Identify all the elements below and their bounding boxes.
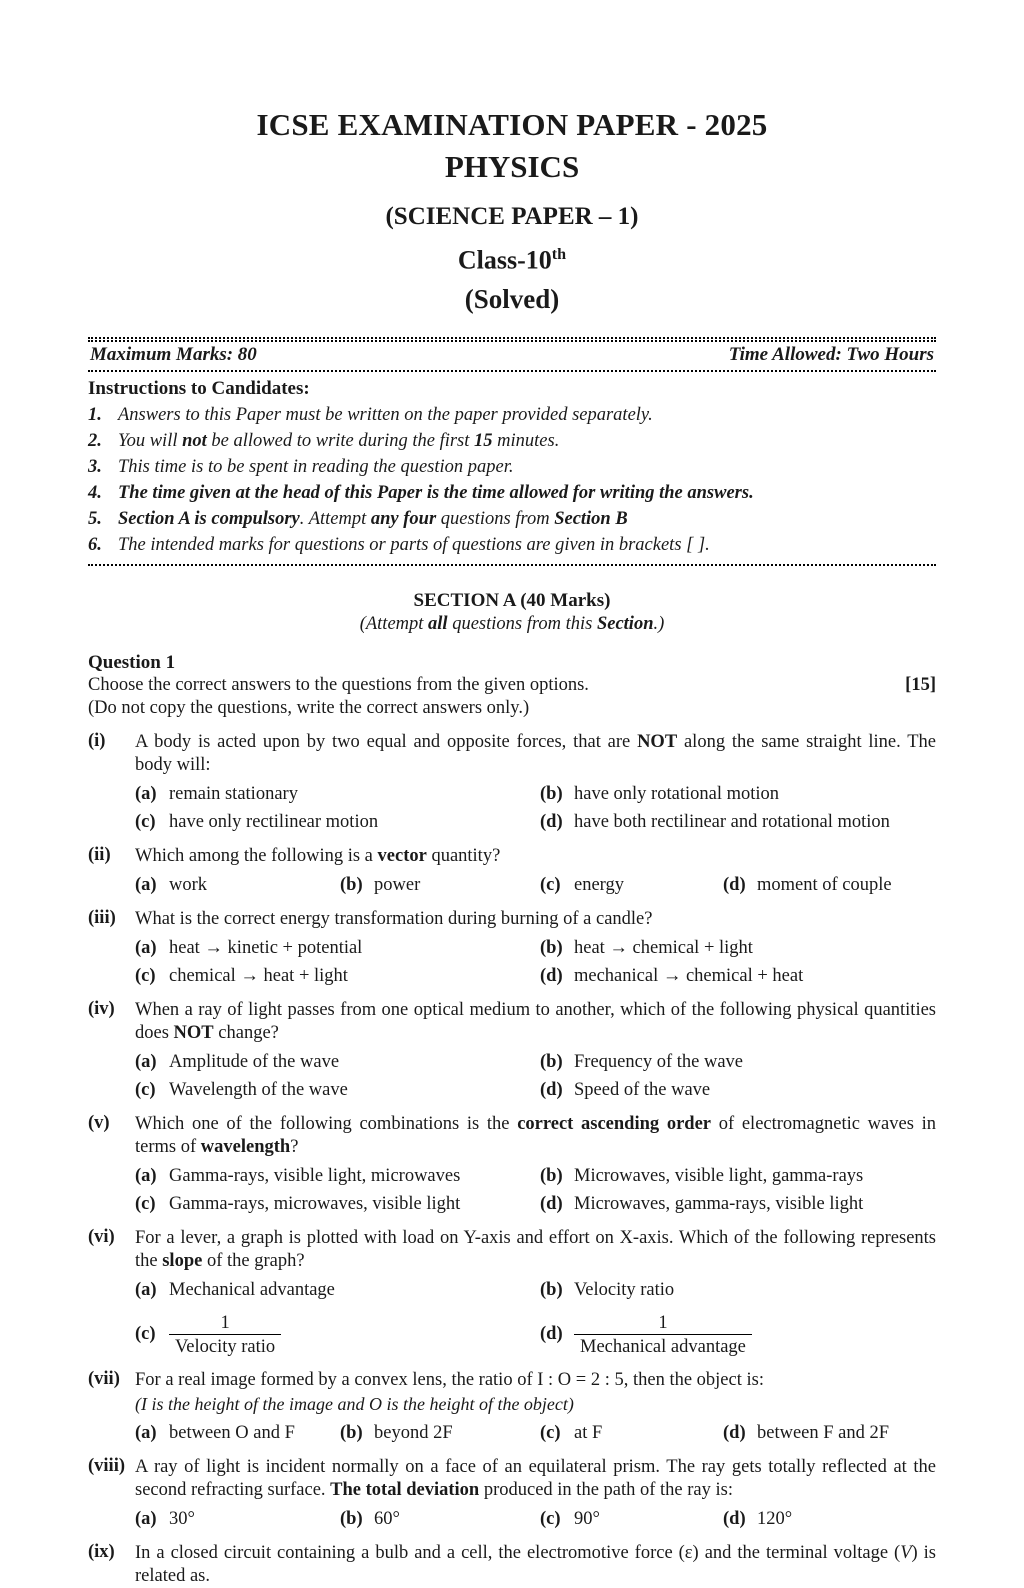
option-b-text: beyond 2F: [374, 1422, 453, 1443]
question-vii: [88, 1369, 936, 1445]
divider-meta: [88, 370, 936, 372]
option-b-text: Microwaves, visible light, gamma-rays: [574, 1165, 864, 1186]
question-1-marks: [15]: [905, 674, 936, 695]
class-base: Class-10: [457, 245, 552, 275]
option-a: (a) heat → kinetic + potential: [135, 937, 363, 958]
fraction-numerator: 1: [658, 1312, 668, 1333]
option-c: (c) at F: [540, 1422, 603, 1443]
option-d-text: have both rectilinear and rotational motion: [574, 811, 890, 832]
option-c-text: have only rectilinear motion: [169, 811, 379, 832]
question-i-text: A body is acted upon by two equal and opposite forces, that are NOT along the same straight line. The body will:: [135, 731, 937, 775]
option-b: (b) power: [340, 874, 421, 895]
option-c: (c) $\frac{1}{\text{Velocity ratio}}$: [135, 1312, 540, 1358]
meta-row: [88, 342, 936, 370]
instruction-text: The time given at the head of this Paper is the time allowed for writing the answers.: [118, 482, 754, 503]
time-allowed: Time Allowed: Two Hours: [728, 343, 934, 365]
question-1-note: (Do not copy the questions, write the correct answers only.): [88, 697, 530, 718]
question-v-text: Which one of the following combinations is the correct ascending order of electromagnetic waves in terms of wavelength?: [135, 1113, 936, 1157]
option-c-text: at F: [574, 1422, 603, 1443]
question-ix: [88, 1542, 936, 1588]
question-viii: [88, 1456, 936, 1531]
question-ii-number: (ii): [88, 844, 111, 865]
exam-paper-page: [88, 0, 936, 1588]
instructions-list: [88, 404, 936, 557]
option-d-text: between F and 2F: [757, 1422, 890, 1443]
section-a-title: SECTION A (40 Marks): [413, 589, 611, 611]
option-a-text: heat → kinetic + potential: [169, 937, 363, 958]
paper-title: ICSE EXAMINATION PAPER - 2025: [256, 107, 768, 142]
question-1-intro-row: [88, 674, 936, 697]
option-b: (b) have only rotational motion: [540, 783, 779, 804]
option-d: (d) moment of couple: [723, 874, 892, 895]
instruction-text: The intended marks for questions or parts of questions are given in brackets [ ].: [118, 534, 710, 555]
question-list: [88, 731, 936, 1588]
option-a: (a) 30°: [135, 1508, 195, 1529]
instruction-item: [88, 456, 936, 479]
question-vi: [88, 1227, 936, 1358]
question-1-intro: Choose the correct answers to the questions from the given options.: [88, 674, 589, 695]
fraction-velocity-ratio: [169, 1312, 281, 1358]
fraction-numerator: 1: [220, 1312, 230, 1333]
option-d-text: 120°: [757, 1508, 793, 1529]
option-b: (b) heat → chemical + light: [540, 937, 753, 958]
option-c-text: Wavelength of the wave: [169, 1079, 348, 1100]
paper-subject: PHYSICS: [444, 149, 580, 184]
option-b: (b) Microwaves, visible light, gamma-rays: [540, 1165, 864, 1186]
option-c: (c) Wavelength of the wave: [135, 1079, 348, 1100]
question-i: [88, 731, 936, 834]
option-b-text: 60°: [374, 1508, 400, 1529]
option-d-text: moment of couple: [757, 874, 892, 895]
question-ix-number: (ix): [88, 1541, 115, 1562]
instruction-text: You will not be allowed to write during the first 15 minutes.: [118, 430, 560, 451]
option-a: (a) Amplitude of the wave: [135, 1051, 340, 1072]
option-b: (b) Velocity ratio: [540, 1279, 675, 1300]
option-b-text: Velocity ratio: [574, 1279, 675, 1300]
paper-science-line: (SCIENCE PAPER – 1): [385, 203, 639, 230]
question-iv-number: (iv): [88, 998, 115, 1019]
section-a-subtitle: (Attempt all questions from this Section.): [359, 613, 665, 634]
question-iv: [88, 999, 936, 1102]
question-iv-text: When a ray of light passes from one optical medium to another, which of the following physical quantities does NOT change?: [135, 999, 936, 1043]
question-i-number: (i): [88, 730, 106, 751]
option-d: (d) have both rectilinear and rotational motion: [540, 811, 890, 832]
question-1-heading: Question 1: [88, 651, 176, 673]
option-a-text: work: [169, 874, 208, 895]
option-c: (c) Gamma-rays, microwaves, visible light: [135, 1193, 461, 1214]
option-a-text: Mechanical advantage: [169, 1279, 335, 1300]
instruction-text: This time is to be spent in reading the question paper.: [118, 456, 514, 477]
question-iii: [88, 908, 936, 988]
option-a-text: between O and F: [169, 1422, 295, 1443]
option-c: (c) have only rectilinear motion: [135, 811, 379, 832]
question-iv-options: [135, 1051, 936, 1102]
option-a-text: remain stationary: [169, 783, 298, 804]
option-c-text: chemical → heat + light: [169, 965, 348, 986]
option-b: (b) Frequency of the wave: [540, 1051, 744, 1072]
option-a: (a) work: [135, 874, 208, 895]
divider-instructions-bottom: [88, 564, 936, 566]
option-d: (d) 120°: [723, 1508, 793, 1529]
question-vi-text: For a lever, a graph is plotted with load on Y-axis and effort on X-axis. Which of the following represents the slope of the graph?: [135, 1227, 936, 1271]
question-vii-number: (vii): [88, 1368, 120, 1389]
question-ii-options: [135, 874, 936, 897]
question-v: [88, 1113, 936, 1216]
option-c-text: energy: [574, 874, 624, 895]
instruction-number: 1.: [88, 404, 102, 425]
question-vi-fraction-options: [135, 1312, 936, 1358]
instruction-item: [88, 404, 936, 427]
option-d-text: mechanical → chemical + heat: [574, 965, 804, 986]
question-iii-text: What is the correct energy transformation during burning of a candle?: [135, 908, 653, 929]
question-viii-text: A ray of light is incident normally on a face of an equilateral prism. The ray gets totally reflected at the second refracting surface. The total deviation produced in the path of the ray is:: [135, 1456, 936, 1500]
question-i-options: [135, 783, 936, 834]
paper-header: [88, 106, 936, 316]
option-d: (d) mechanical → chemical + heat: [540, 965, 804, 986]
question-viii-number: (viii): [88, 1455, 125, 1476]
instruction-text: Answers to this Paper must be written on the paper provided separately.: [118, 404, 653, 425]
option-b-text: Frequency of the wave: [574, 1051, 744, 1072]
option-c: (c) energy: [540, 874, 624, 895]
option-a-text: Amplitude of the wave: [169, 1051, 340, 1072]
option-b-text: have only rotational motion: [574, 783, 779, 804]
instruction-number: 2.: [88, 430, 102, 451]
paper-solved-line: (Solved): [464, 283, 560, 314]
question-vii-options: [135, 1422, 936, 1445]
option-b-text: heat → chemical + light: [574, 937, 753, 958]
question-iii-options: [135, 937, 936, 988]
option-a: (a) Mechanical advantage: [135, 1279, 335, 1300]
option-c: (c) 90°: [540, 1508, 600, 1529]
instruction-item: [88, 534, 936, 557]
option-d: (d) Speed of the wave: [540, 1079, 711, 1100]
instruction-text: Section A is compulsory. Attempt any four questions from Section B: [118, 508, 628, 529]
option-d-text: Speed of the wave: [574, 1079, 711, 1100]
paper-class-line: [88, 239, 936, 277]
option-c-text: Gamma-rays, microwaves, visible light: [169, 1193, 461, 1214]
fraction-mechanical-advantage: [574, 1312, 752, 1358]
option-a-text: Gamma-rays, visible light, microwaves: [169, 1165, 461, 1186]
question-vii-note: (I is the height of the image and O is the height of the object): [135, 1393, 574, 1414]
option-b: (b) 60°: [340, 1508, 400, 1529]
instruction-number: 3.: [88, 456, 102, 477]
instruction-item: [88, 508, 936, 531]
class-superscript: th: [551, 246, 567, 263]
instruction-number: 6.: [88, 534, 102, 555]
instruction-item: [88, 482, 936, 505]
option-d: (d) Microwaves, gamma-rays, visible light: [540, 1193, 864, 1214]
question-iii-number: (iii): [88, 907, 116, 928]
option-a: (a) Gamma-rays, visible light, microwaves: [135, 1165, 461, 1186]
fraction-denominator: Mechanical advantage: [574, 1334, 752, 1358]
question-ii: [88, 845, 936, 897]
option-d-text: Microwaves, gamma-rays, visible light: [574, 1193, 864, 1214]
option-a: (a) remain stationary: [135, 783, 298, 804]
instructions-heading: Instructions to Candidates:: [88, 377, 310, 399]
question-vi-options: [135, 1279, 936, 1302]
option-a: (a) between O and F: [135, 1422, 295, 1443]
option-c: (c) chemical → heat + light: [135, 965, 348, 986]
question-vi-number: (vi): [88, 1226, 115, 1247]
question-ix-text: In a closed circuit containing a bulb and a cell, the electromotive force (ε) and the terminal voltage (V) is related as.: [135, 1542, 936, 1586]
fraction-denominator: Velocity ratio: [169, 1334, 281, 1358]
instruction-number: 4.: [88, 482, 102, 503]
instruction-number: 5.: [88, 508, 102, 529]
question-ii-text: Which among the following is a vector quantity?: [135, 845, 501, 866]
question-v-number: (v): [88, 1112, 110, 1133]
option-b-text: power: [374, 874, 421, 895]
question-vii-text: For a real image formed by a convex lens, the ratio of I : O = 2 : 5, then the object is:: [135, 1369, 764, 1390]
maximum-marks: Maximum Marks: 80: [90, 343, 257, 365]
option-a-text: 30°: [169, 1508, 195, 1529]
question-viii-options: [135, 1508, 936, 1531]
question-v-options: [135, 1165, 936, 1216]
option-d: (d) $\frac{1}{\text{Mechanical advantage}}$: [540, 1312, 936, 1358]
instruction-item: [88, 430, 936, 453]
option-b: (b) beyond 2F: [340, 1422, 453, 1443]
option-d: (d) between F and 2F: [723, 1422, 890, 1443]
option-c-text: 90°: [574, 1508, 600, 1529]
